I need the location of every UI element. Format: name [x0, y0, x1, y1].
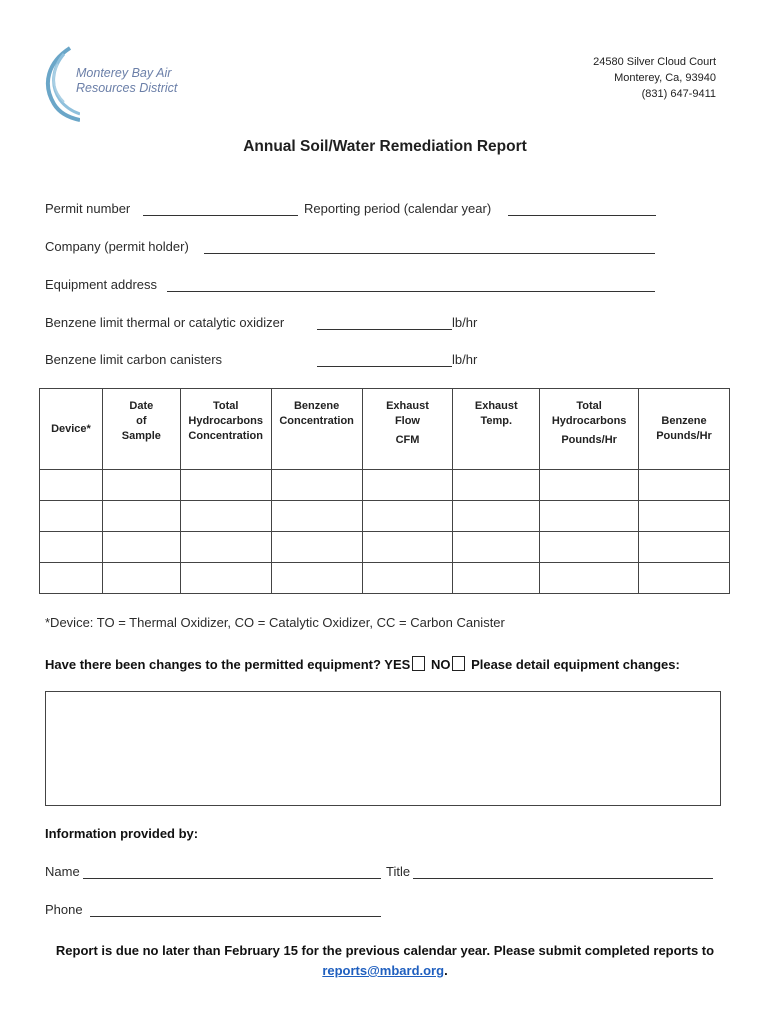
device-note: *Device: TO = Thermal Oxidizer, CO = Catalytic Oxidizer, CC = Carbon Canister [45, 615, 505, 630]
header-line: Device* [51, 422, 91, 435]
swoosh-icon [40, 44, 80, 124]
table-cell[interactable] [453, 470, 540, 501]
district-logo [40, 44, 190, 124]
provided-by-heading: Information provided by: [45, 826, 199, 841]
logo-line2: Resources District [76, 81, 178, 95]
header-line: Sample [121, 430, 161, 442]
table-cell[interactable] [271, 563, 362, 594]
header-line: Hydrocarbons [188, 415, 263, 427]
table-cell[interactable] [362, 532, 453, 563]
permit-number-field[interactable] [143, 215, 298, 216]
phone-field[interactable] [90, 916, 381, 917]
table-cell[interactable] [180, 563, 271, 594]
table-cell[interactable] [40, 501, 103, 532]
table-cell[interactable] [453, 532, 540, 563]
address-street: 24580 Silver Cloud Court [593, 56, 716, 68]
district-address [593, 54, 716, 102]
header-line: Exhaust [474, 400, 518, 412]
header-exhaust-temp [453, 389, 540, 470]
table-cell[interactable] [180, 470, 271, 501]
table-cell[interactable] [271, 470, 362, 501]
logo-line1: Monterey Bay Air [76, 66, 172, 80]
table-cell[interactable] [540, 532, 639, 563]
emissions-table [39, 388, 730, 594]
table-row [40, 532, 730, 563]
table-cell[interactable] [180, 501, 271, 532]
table-row [40, 563, 730, 594]
table-row [40, 470, 730, 501]
email-link[interactable]: reports@mbard.org [322, 963, 445, 978]
header-benzene-pounds [639, 389, 730, 470]
equipment-address-label: Equipment address [45, 277, 158, 292]
reporting-period-label: Reporting period (calendar year) [304, 201, 492, 216]
table-cell[interactable] [639, 470, 730, 501]
header-line: Pounds/Hr [656, 430, 712, 442]
table-cell[interactable] [453, 563, 540, 594]
page-title: Annual Soil/Water Remediation Report [243, 138, 527, 155]
header-line: Benzene [293, 400, 340, 412]
header-line: Total [212, 400, 239, 412]
header-exhaust-flow [362, 389, 453, 470]
equipment-address-field[interactable] [167, 291, 655, 292]
yes-checkbox[interactable] [412, 656, 425, 671]
header-line: Date [129, 400, 154, 412]
title-field[interactable] [413, 878, 713, 879]
notice-text: Report is due no later than February 15 for the previous calendar year. Please submit completed reports to [55, 943, 715, 958]
permit-number-label: Permit number [45, 201, 131, 216]
table-cell[interactable] [40, 563, 103, 594]
table-header-row [40, 389, 730, 470]
yes-label: YES [384, 657, 411, 672]
table-cell[interactable] [180, 532, 271, 563]
table-cell[interactable] [271, 532, 362, 563]
no-label: NO [430, 657, 451, 672]
benzene-thermal-unit: lb/hr [452, 315, 478, 330]
benzene-thermal-label: Benzene limit thermal or catalytic oxidizer [45, 315, 285, 330]
question-text: Have there been changes to the permitted equipment? [45, 657, 381, 672]
benzene-carbon-unit: lb/hr [452, 352, 478, 367]
table-cell[interactable] [40, 470, 103, 501]
header-line: Exhaust [386, 400, 429, 412]
benzene-thermal-field[interactable] [317, 329, 452, 330]
no-checkbox[interactable] [452, 656, 465, 671]
header-line: Flow [394, 415, 420, 427]
header-line: CFM [395, 434, 420, 446]
equipment-changes-textarea[interactable] [45, 691, 721, 806]
company-field[interactable] [204, 253, 655, 254]
header-line: Pounds/Hr [561, 434, 617, 446]
benzene-carbon-field[interactable] [317, 366, 452, 367]
table-cell[interactable] [540, 563, 639, 594]
phone-label: Phone [45, 902, 83, 917]
table-cell[interactable] [453, 501, 540, 532]
title-label: Title [386, 864, 411, 879]
name-field[interactable] [83, 878, 381, 879]
header-line: Benzene [661, 415, 707, 427]
company-label: Company (permit holder) [45, 239, 189, 254]
header-date [102, 389, 180, 470]
header-device [40, 389, 103, 470]
name-label: Name [45, 864, 80, 879]
header-total-hydrocarbons-concentration [180, 389, 271, 470]
notice-period: . [444, 963, 448, 978]
address-phone: (831) 647-9411 [641, 88, 716, 100]
table-cell[interactable] [639, 563, 730, 594]
table-cell[interactable] [362, 563, 453, 594]
header-total-hydrocarbons-pounds [540, 389, 639, 470]
table-row [40, 501, 730, 532]
table-cell[interactable] [362, 470, 453, 501]
table-cell[interactable] [362, 501, 453, 532]
table-cell[interactable] [540, 470, 639, 501]
equipment-changes-question [45, 656, 680, 672]
table-cell[interactable] [271, 501, 362, 532]
header-line: Total [576, 400, 602, 412]
table-cell[interactable] [102, 501, 180, 532]
address-city: Monterey, Ca, 93940 [614, 72, 716, 84]
submission-notice [0, 941, 770, 981]
table-cell[interactable] [102, 532, 180, 563]
table-cell[interactable] [540, 501, 639, 532]
header-line: Concentration [279, 415, 354, 427]
table-cell[interactable] [102, 470, 180, 501]
benzene-carbon-label: Benzene limit carbon canisters [45, 352, 223, 367]
table-cell[interactable] [639, 532, 730, 563]
header-benzene-concentration [271, 389, 362, 470]
header-line: Temp. [480, 415, 513, 427]
table-cell[interactable] [102, 563, 180, 594]
header-line: of [136, 415, 147, 427]
header-line: Hydrocarbons [551, 415, 627, 427]
reporting-period-field[interactable] [508, 215, 656, 216]
table-cell[interactable] [40, 532, 103, 563]
detail-prompt: Please detail equipment changes: [471, 657, 680, 672]
table-cell[interactable] [639, 501, 730, 532]
header-line: Concentration [188, 430, 263, 442]
